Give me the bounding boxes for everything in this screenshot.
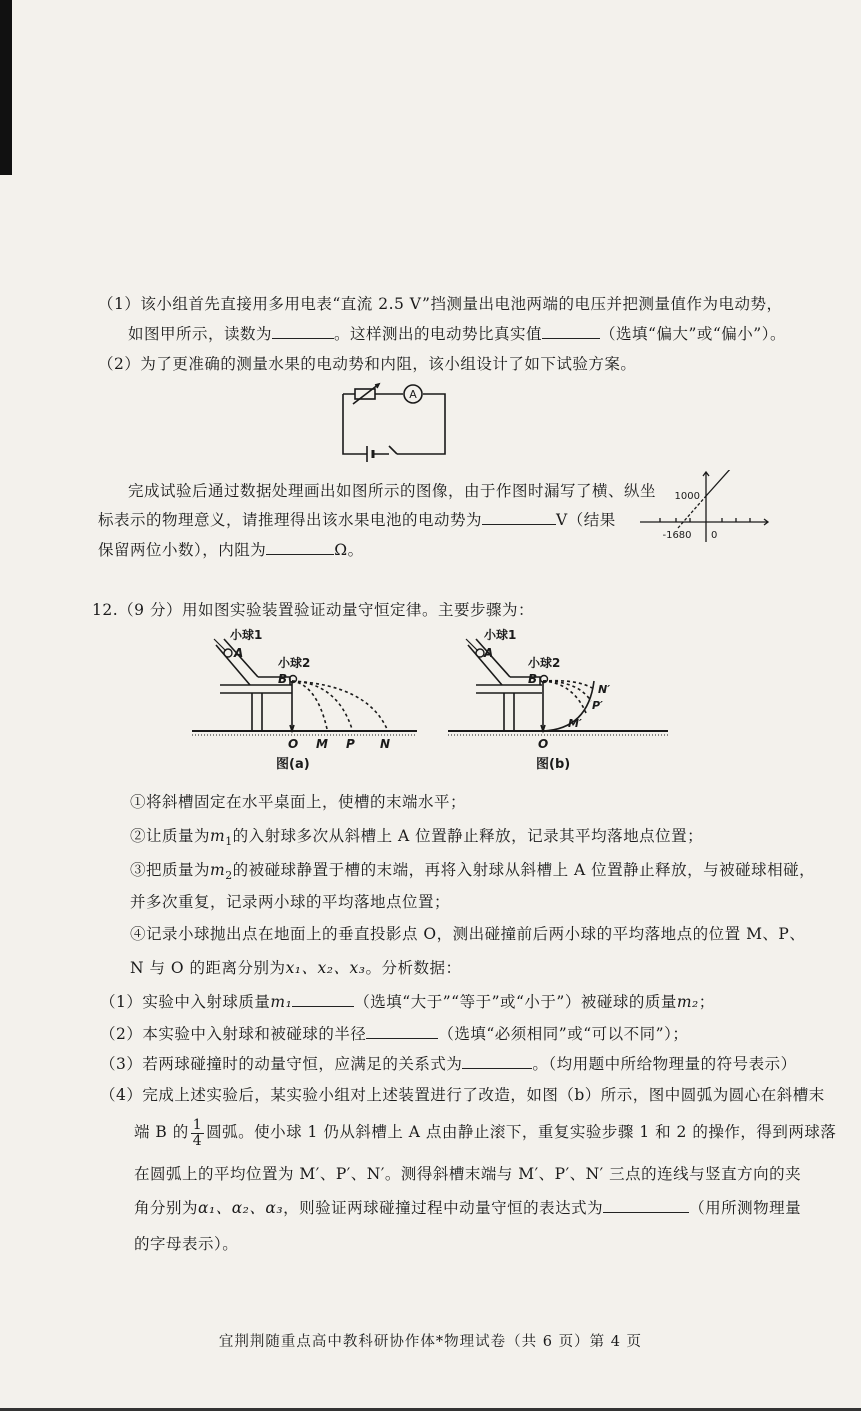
figure-a <box>192 625 422 775</box>
fig-b-ball2-label: 小球2 <box>528 656 561 670</box>
linear-graph <box>640 470 770 545</box>
q11-part2-line3: 标表示的物理意义，请推理得出该水果电池的电动势为 V（结果 <box>98 508 616 530</box>
q12-sub1: （1）实验中入射球质量m₁ （选填“大于”“等于”或“小于”）被碰球的质量m₂； <box>100 990 715 1012</box>
fraction-quarter: $\frac{1}{4}$ <box>192 1117 203 1149</box>
q12-step4-line1: ④记录小球抛出点在地面上的垂直投影点 O，测出碰撞前后两小球的平均落地点的位置 M、P、 <box>130 925 806 943</box>
q12-sub4-line1: （4）完成上述实验后，某实验小组对上述装置进行了改造，如图（b）所示，图中圆弧为圆心在斜槽末 <box>100 1086 825 1104</box>
fig-b-caption: 图(b) <box>536 757 571 772</box>
ammeter-label: A <box>409 388 417 401</box>
fig-a-point-a: A <box>234 646 244 660</box>
fig-a-point-m: M <box>316 737 328 751</box>
tabletop <box>220 685 292 693</box>
q12-step3-line1: ③把质量为$m_2$的被碰球静置于槽的末端，再将入射球从斜槽上 A 位置静止释放，与被碰球相碰， <box>130 861 816 883</box>
table-leg <box>252 693 262 731</box>
q12-sub3: （3）若两球碰撞时的动量守恒，应满足的关系式为 。（均用题中所给物理量的符号表示） <box>100 1052 797 1074</box>
switch-icon <box>389 446 397 454</box>
fig-a-ball2-label: 小球2 <box>278 656 311 670</box>
tabletop <box>476 685 542 693</box>
answer-blank-reading <box>272 323 334 340</box>
trajectory-m-prime <box>543 681 586 713</box>
trajectory-p-prime <box>543 681 591 701</box>
trajectory-p <box>292 681 352 729</box>
q12-step3-line2: 并多次重复，记录两小球的平均落地点位置； <box>130 893 451 911</box>
origin-label: 0 <box>711 530 718 541</box>
ball-1-icon <box>476 649 484 657</box>
q12-sub4-line3: 在圆弧上的平均位置为 M′、P′、N′。测得斜槽末端与 M′、P′、N′ 三点的连线与竖直方向的夹 <box>134 1165 802 1183</box>
fig-b-point-o: O <box>538 737 549 751</box>
q11-part2-line1: （2）为了更准确的测量水果的电动势和内阻，该小组设计了如下试验方案。 <box>98 355 637 373</box>
answer-blank-emf <box>482 509 556 526</box>
fig-a-caption: 图(a) <box>276 757 310 772</box>
data-line <box>706 470 740 496</box>
fig-b-point-m-prime: M′ <box>568 717 582 730</box>
q12-sub4-line4: 角分别为α₁、α₂、α₃，则验证两球碰撞过程中动量守恒的表达式为 （用所测物理量 <box>134 1196 801 1218</box>
q12-step1: ①将斜槽固定在水平桌面上，使槽的末端水平； <box>130 793 467 811</box>
fig-b-point-p-prime: P′ <box>592 699 603 712</box>
q11-part1-line2: 如图甲所示，读数为 。这样测出的电动势比真实值 （选填“偏大”或“偏小”）。 <box>128 322 786 344</box>
fig-b-point-a: A <box>484 646 494 660</box>
q12-step2: ②让质量为$m_1$的入射球多次从斜槽上 A 位置静止释放，记录其平均落地点位置； <box>130 827 704 849</box>
circuit-diagram <box>335 382 455 467</box>
q12-step4-line2: N 与 O 的距离分别为x₁、x₂、x₃。分析数据： <box>130 959 462 977</box>
q12-sub4-line5: 的字母表示）。 <box>134 1235 239 1253</box>
fig-a-point-o: O <box>288 737 299 751</box>
answer-blank-radius <box>366 1023 438 1040</box>
fig-b-point-n-prime: N′ <box>598 683 611 696</box>
q11-part2-line4: 保留两位小数），内阻为 Ω。 <box>98 538 364 560</box>
q11-part1-line1: （1）该小组首先直接用多用电表“直流 2.5 V”挡测量出电池两端的电压并把测量值作为电动势， <box>98 295 783 313</box>
q12-sub4-line2: 端 B 的 $\frac{1}{4}$ 圆弧。使小球 1 仍从斜槽上 A 点由静止滚下，重复实验步骤 1 和 2 的操作，得到两球落 <box>134 1117 837 1149</box>
answer-blank-expression <box>603 1197 689 1214</box>
answer-blank-relation <box>462 1053 532 1070</box>
fig-a-point-n: N <box>380 737 391 751</box>
answer-blank-bias <box>542 323 600 340</box>
q12-header: 12.（9 分）用如图实验装置验证动量守恒定律。主要步骤为： <box>92 601 534 619</box>
figure-b <box>448 625 673 775</box>
ball-1-icon <box>224 649 232 657</box>
table-leg <box>504 693 514 731</box>
fig-a-point-b: B <box>278 672 288 686</box>
fig-a-ball1-label: 小球1 <box>230 628 263 642</box>
y-intercept-label: 1000 <box>674 491 700 502</box>
answer-blank-mass <box>292 991 354 1008</box>
fig-b-point-b: B <box>528 672 538 686</box>
x-intercept-label: -1680 <box>662 530 692 541</box>
scan-edge <box>0 0 12 175</box>
fig-b-ball1-label: 小球1 <box>484 628 517 642</box>
page-footer: 宜荆荆随重点高中教科研协作体*物理试卷（共 6 页）第 4 页 <box>218 1334 643 1350</box>
q12-sub2: （2）本实验中入射球和被碰球的半径 （选填“必须相同”或“可以不同”）； <box>100 1022 688 1044</box>
answer-blank-resistance <box>266 539 334 556</box>
fig-a-point-p: P <box>346 737 355 751</box>
q11-part2-line2: 完成试验后通过数据处理画出如图所示的图像，由于作图时漏写了横、纵坐 <box>128 482 657 500</box>
